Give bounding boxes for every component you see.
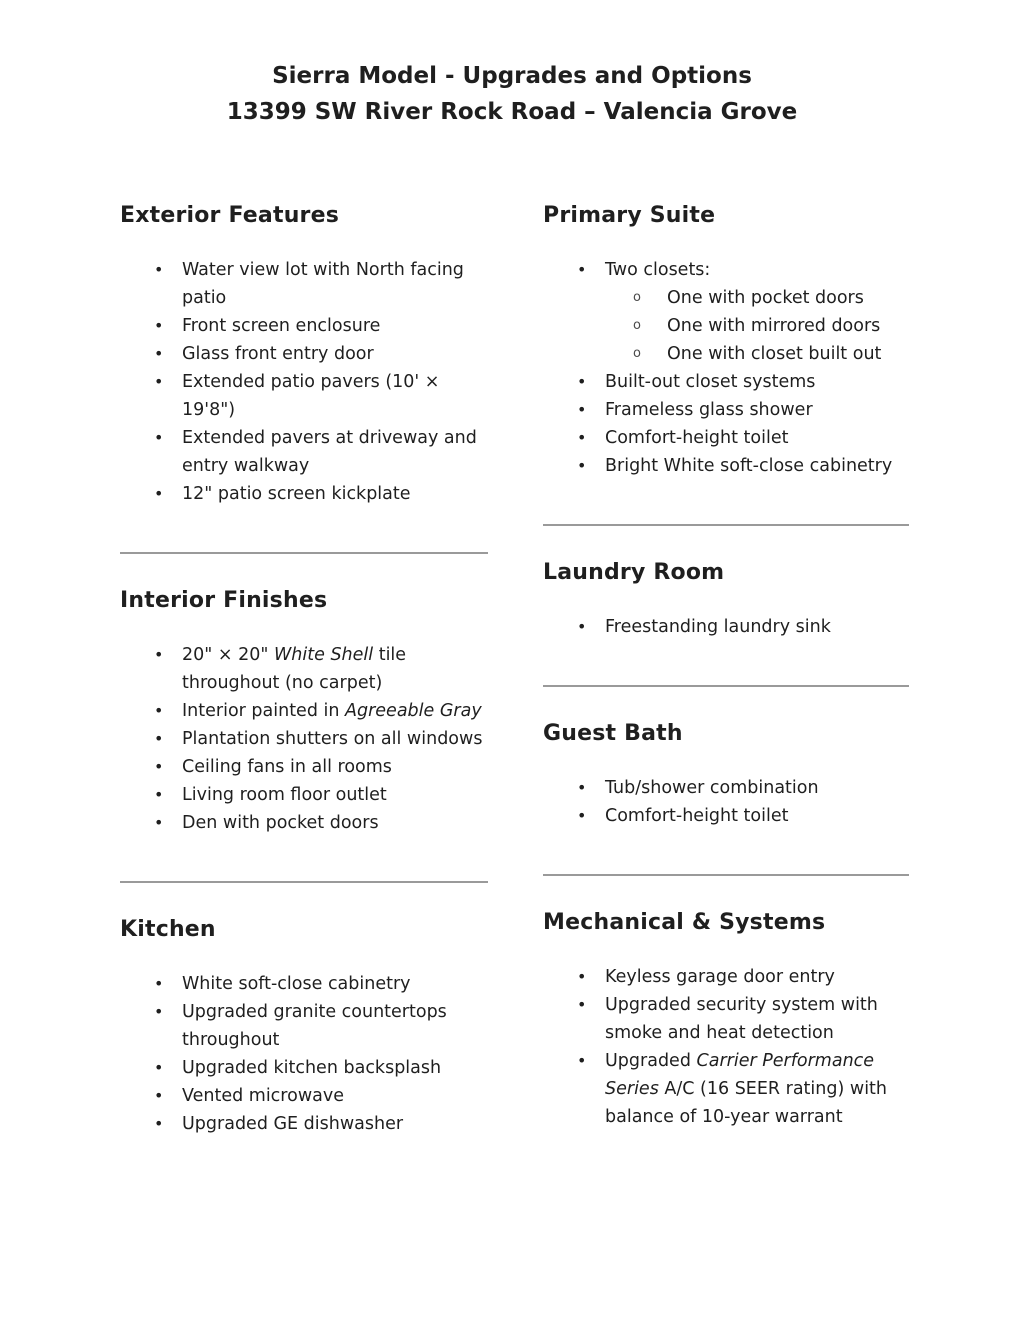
bullet-icon: • [577,456,587,475]
sub-list-item [543,340,909,368]
bullet-icon: • [154,1086,164,1105]
bullet-icon: • [154,1002,164,1021]
list-item-text: Plantation shutters on all windows [182,729,483,749]
bullet-list [120,641,488,837]
italic-text: Agreeable Gray [345,701,482,721]
list-item-text: White soft-close cabinetry [182,974,411,994]
circle-bullet-icon: o [633,318,641,333]
text-segment: tile throughout (no carpet) [182,645,407,693]
list-item-text: Bright White soft-close cabinetry [605,456,893,476]
list-item-text: Upgraded kitchen backsplash [182,1058,442,1078]
list-item [120,1054,488,1082]
list-item [120,1110,488,1138]
list-item [120,725,488,753]
bullet-icon: • [154,344,164,363]
bullet-icon: • [154,757,164,776]
list-item [120,781,488,809]
text-segment: A/C (16 SEER rating) with balance of 10-year warrant [605,1079,888,1127]
list-item [120,970,488,998]
text-segment: 20" × 20" [182,645,274,665]
document-title-line1: Sierra Model - Upgrades and Options [272,63,752,89]
bullet-list [543,963,909,1131]
list-item [543,256,909,284]
column-right [543,203,909,1131]
bullet-icon: • [577,617,587,636]
section-divider [543,524,909,526]
column-left [120,203,488,1138]
sub-list-item [543,312,909,340]
bullet-icon: • [154,813,164,832]
bullet-icon: • [577,428,587,447]
list-item [543,424,909,452]
sub-list-item [543,284,909,312]
bullet-icon: • [577,400,587,419]
list-item [120,998,488,1054]
list-item [543,963,909,991]
list-item-text: Den with pocket doors [182,813,379,833]
bullet-icon: • [154,316,164,335]
list-item-text: Front screen enclosure [182,316,381,336]
list-item [543,396,909,424]
bullet-list [120,256,488,508]
bullet-icon: • [154,1114,164,1133]
list-item-text: Frameless glass shower [605,400,813,420]
list-item [120,368,488,424]
list-item-text: Keyless garage door entry [605,967,835,987]
list-item [120,340,488,368]
section-heading: Guest Bath [543,721,683,746]
section-divider [120,881,488,883]
list-item [543,368,909,396]
list-item [120,697,488,725]
list-item [543,613,909,641]
sub-list-item-text: One with mirrored doors [667,316,881,336]
section-heading: Mechanical & Systems [543,910,826,935]
bullet-list [543,613,909,641]
list-item [543,802,909,830]
list-item-text: Comfort-height toilet [605,806,789,826]
list-item-text: Extended pavers at driveway and entry walkway [182,428,477,476]
bullet-icon: • [154,729,164,748]
list-item [543,774,909,802]
list-item-text: Upgraded GE dishwasher [182,1114,404,1134]
document-title-line2: 13399 SW River Rock Road – Valencia Grove [226,99,798,125]
list-item-text: Living room floor outlet [182,785,387,805]
document-title [0,58,1024,130]
list-item-text: Built-out closet systems [605,372,816,392]
circle-bullet-icon: o [633,346,641,361]
list-item-text: Upgraded granite countertops throughout [182,1002,447,1050]
list-item [543,452,909,480]
list-item-text: 12" patio screen kickplate [182,484,411,504]
bullet-icon: • [154,1058,164,1077]
list-item [120,753,488,781]
list-item-text: Vented microwave [182,1086,344,1106]
text-segment: Upgraded [605,1051,697,1071]
bullet-icon: • [154,974,164,993]
italic-text: White Shell [274,645,374,665]
list-item [543,991,909,1047]
list-item-text: Two closets: [605,260,711,280]
italic-text: Carrier Performance Series [605,1051,875,1099]
list-item [120,256,488,312]
list-item-text [605,1047,909,1131]
list-item-text [182,697,488,725]
list-item [120,424,488,480]
section-divider [120,552,488,554]
sub-list-item-text: One with closet built out [667,344,882,364]
bullet-list [543,774,909,830]
section-heading: Interior Finishes [120,588,328,613]
bullet-icon: • [577,1051,587,1070]
bullet-list [120,970,488,1138]
list-item-text: Glass front entry door [182,344,374,364]
bullet-icon: • [154,785,164,804]
bullet-icon: • [577,806,587,825]
section-divider [543,874,909,876]
bullet-icon: • [154,372,164,391]
bullet-icon: • [154,645,164,664]
list-item [120,480,488,508]
list-item-text: Tub/shower combination [605,778,819,798]
list-item-text: Ceiling fans in all rooms [182,757,392,777]
list-item-text: Water view lot with North facing patio [182,260,464,308]
section-heading: Laundry Room [543,560,725,585]
bullet-icon: • [577,967,587,986]
bullet-icon: • [154,428,164,447]
list-item [120,641,488,697]
list-item [120,312,488,340]
bullet-icon: • [154,701,164,720]
bullet-icon: • [154,260,164,279]
bullet-icon: • [577,372,587,391]
bullet-icon: • [577,778,587,797]
list-item-text [182,641,488,697]
circle-bullet-icon: o [633,290,641,305]
section-heading: Kitchen [120,917,216,942]
list-item-text: Upgraded security system with smoke and heat detection [605,995,878,1043]
bullet-icon: • [154,484,164,503]
text-segment: Interior painted in [182,701,346,721]
list-item-text: Freestanding laundry sink [605,617,831,637]
sub-list-item-text: One with pocket doors [667,288,864,308]
list-item [543,1047,909,1131]
bullet-icon: • [577,995,587,1014]
list-item-text: Comfort-height toilet [605,428,789,448]
bullet-icon: • [577,260,587,279]
list-item-text: Extended patio pavers (10' × 19'8") [182,372,440,420]
list-item [120,1082,488,1110]
section-heading: Exterior Features [120,203,340,228]
bullet-list [543,256,909,480]
section-heading: Primary Suite [543,203,716,228]
section-divider [543,685,909,687]
list-item [120,809,488,837]
